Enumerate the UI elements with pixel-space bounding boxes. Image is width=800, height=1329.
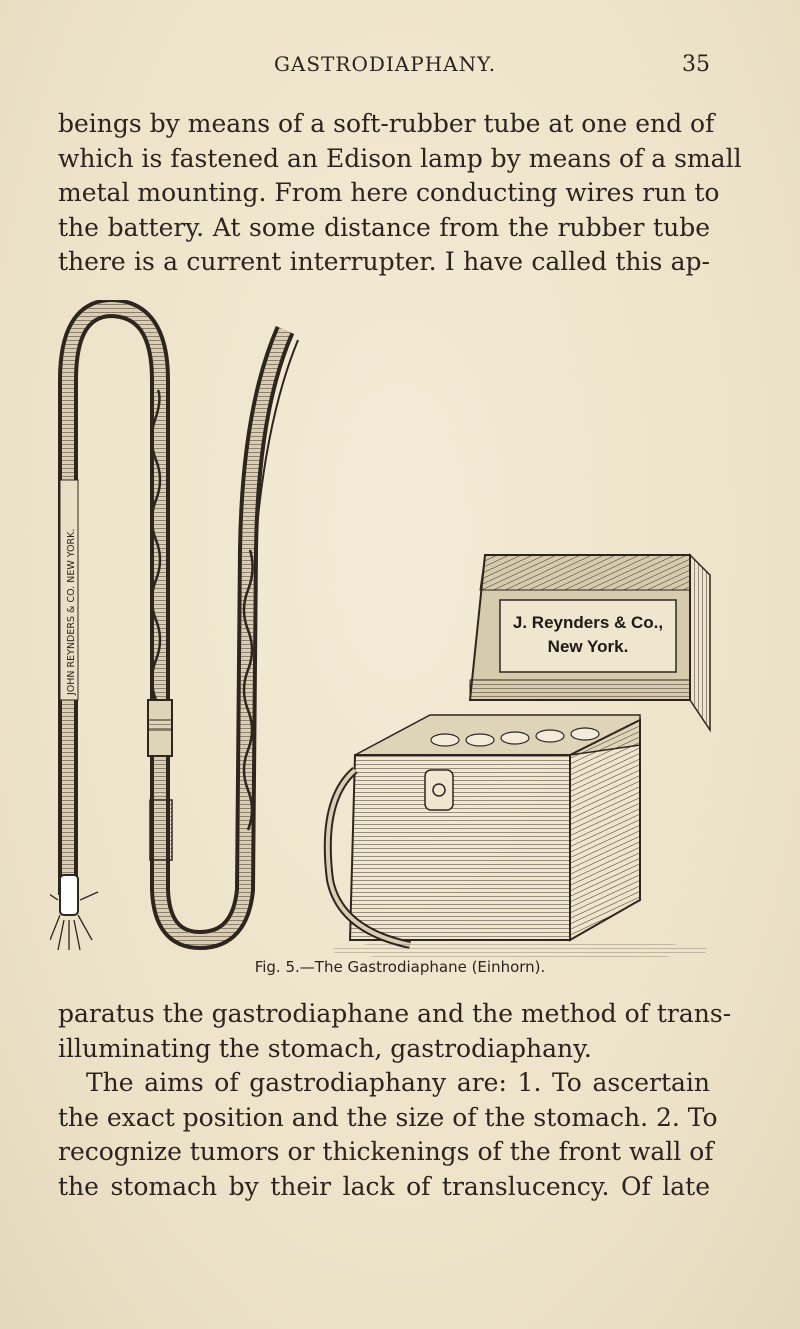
gastrodiaphane-illustration bbox=[50, 300, 740, 960]
tube-sleeve bbox=[150, 800, 172, 860]
paragraph-bottom bbox=[58, 997, 732, 1204]
battery-box bbox=[328, 555, 710, 960]
figure-gastrodiaphane bbox=[50, 300, 740, 960]
text-line: The aims of gastrodiaphany are: 1. To ascertain bbox=[86, 1068, 710, 1097]
running-head bbox=[60, 52, 710, 86]
conducting-wires bbox=[152, 340, 298, 830]
text-line: metal mounting. From here conducting wires run to bbox=[58, 178, 720, 207]
text-line: the battery. At some distance from the rubber tube bbox=[58, 212, 710, 242]
rubber-tube bbox=[68, 308, 285, 940]
tube-engraving-text: JOHN REYNDERS & CO. NEW YORK. bbox=[66, 528, 77, 695]
box-latch bbox=[425, 770, 453, 810]
running-title: GASTRODIAPHANY. bbox=[273, 52, 497, 76]
text-line: which is fastened an Edison lamp by means of a small bbox=[58, 143, 742, 173]
box-label-plate bbox=[500, 600, 676, 672]
text-line: the stomach by their lack of translucency. Of late bbox=[58, 1171, 710, 1201]
box-label-line2: New York. bbox=[547, 637, 629, 656]
text-line: beings by means of a soft-rubber tube at one end of bbox=[58, 109, 715, 138]
text-line: the exact position and the size of the stomach. 2. To bbox=[58, 1102, 718, 1132]
tube-engraving bbox=[60, 480, 78, 700]
page-number: 35 bbox=[682, 52, 710, 77]
box-label-line1: J. Reynders & Co., bbox=[512, 613, 664, 632]
text-line: paratus the gastrodiaphane and the method of trans- bbox=[58, 999, 732, 1028]
interrupter-ring bbox=[148, 720, 172, 730]
text-line: illuminating the stomach, gastrodiaphany. bbox=[58, 1033, 592, 1063]
figure-caption: Fig. 5.—The Gastrodiaphane (Einhorn). bbox=[254, 958, 546, 976]
paragraph-top bbox=[58, 107, 742, 280]
edison-lamp bbox=[50, 875, 98, 950]
text-line: recognize tumors or thickenings of the front wall of bbox=[58, 1137, 714, 1166]
text-line: there is a current interrupter. I have called this ap- bbox=[58, 247, 710, 276]
